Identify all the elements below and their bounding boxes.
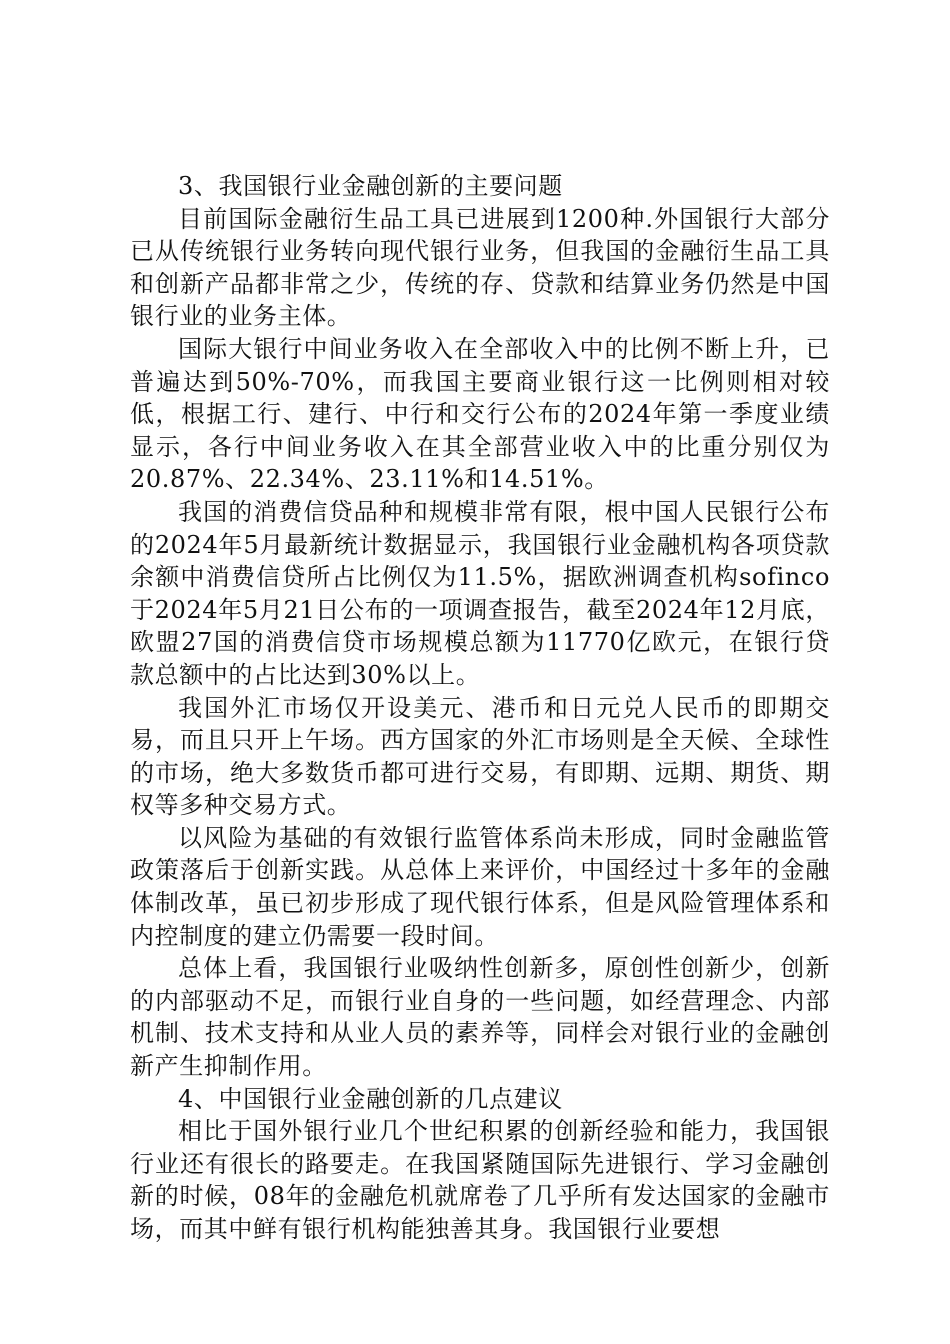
paragraph-intermediary-income: 国际大银行中间业务收入在全部收入中的比例不断上升，已普遍达到50%-70%，而我国主要商业银行这一比例则相对较低，根据工行、建行、中行和交行公布的2024年第一季度业绩显示，各行中间业务收入在其全部营业收入中的比重分别仅为20.87%、22.34%、23.11%和14.51%。 <box>130 334 830 494</box>
paragraph-derivatives: 目前国际金融衍生品工具已进展到1200种.外国银行大部分已从传统银行业务转向现代银行业务，但我国的金融衍生品工具和创新产品都非常之少，传统的存、贷款和结算业务仍然是中国银行业的业务主体。 <box>130 204 830 331</box>
paragraph-suggestions: 相比于国外银行业几个世纪积累的创新经验和能力，我国银行业还有很长的路要走。在我国紧随国际先进银行、学习金融创新的时候，08年的金融危机就席卷了几乎所有发达国家的金融市场，而其中鲜有银行机构能独善其身。我国银行业要想 <box>130 1117 830 1243</box>
section-heading-4: 4、中国银行业金融创新的几点建议 <box>178 1084 563 1113</box>
paragraph-consumer-credit: 我国的消费信贷品种和规模非常有限，根中国人民银行公布的2024年5月最新统计数据显示，我国银行业金融机构各项贷款余额中消费信贷所占比例仅为11.5%，据欧洲调查机构sofinco于2024年5月21日公布的一项调查报告，截至2024年12月底，欧盟27国的消费信贷市场规模总额为11770亿欧元，在银行贷款总额中的占比达到30%以上。 <box>130 497 830 689</box>
paragraph-forex-market: 我国外汇市场仅开设美元、港币和日元兑人民币的即期交易，而且只开上午场。西方国家的外汇市场则是全天候、全球性的市场，绝大多数货币都可进行交易，有即期、远期、期货、期权等多种交易方式。 <box>130 693 830 820</box>
paragraph-risk-supervision: 以风险为基础的有效银行监管体系尚未形成，同时金融监管政策落后于创新实践。从总体上来评价，中国经过十多年的金融体制改革，虽已初步形成了现代银行体系，但是风险管理体系和内控制度的建立仍需要一段时间。 <box>130 823 830 950</box>
section-heading-3: 3、我国银行业金融创新的主要问题 <box>178 172 563 200</box>
paragraph-overall-summary: 总体上看，我国银行业吸纳性创新多，原创性创新少，创新的内部驱动不足，而银行业自身的一些问题，如经营理念、内部机制、技术支持和从业人员的素养等，同样会对银行业的金融创新产生抑制作用。 <box>130 954 830 1081</box>
document-page <box>130 170 830 1246</box>
